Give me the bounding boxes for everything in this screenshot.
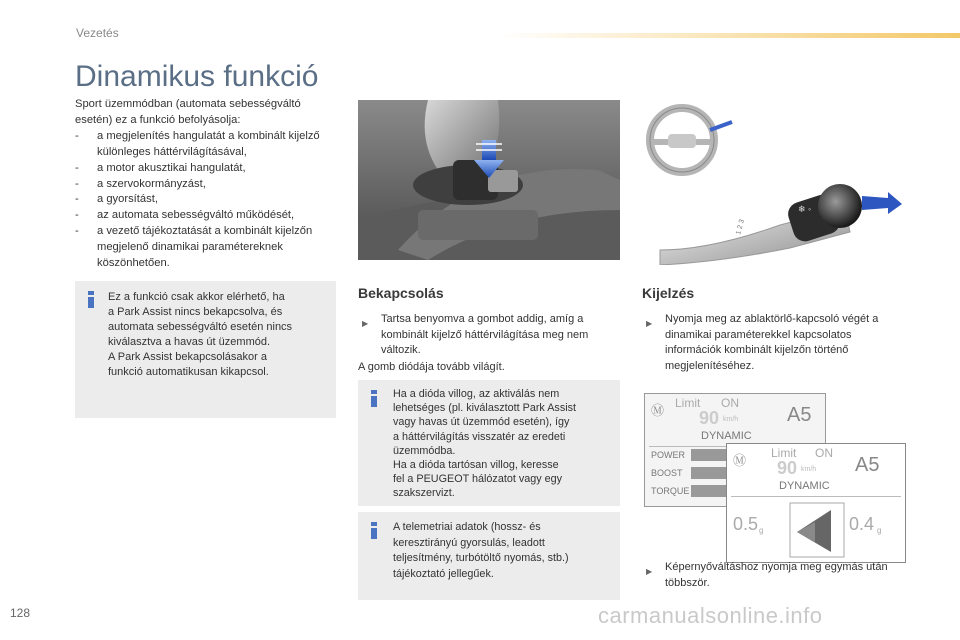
divider [731, 496, 901, 497]
intro-text [75, 97, 340, 272]
activation-heading: Bekapcsolás [358, 285, 444, 301]
on-label: ON [815, 446, 833, 460]
activation-after: A gomb diódája tovább világít. [358, 361, 505, 373]
speed-value: 90 [777, 458, 798, 478]
page-number: 128 [10, 606, 31, 620]
steering-wheel-icon [650, 108, 732, 172]
telemetry-note-text: A telemetriai adatok (hossz- és keresztirányú gyorsulás, leadott teljesítmény, turbótöltő nyomás, stb.) tájékoztató jellegűek. [393, 521, 569, 580]
section-label: Vezetés [76, 26, 119, 40]
intro-lead: Sport üzemmódban (automata sebességváltó esetén) ez a funkció befolyásolja: [75, 98, 301, 126]
watermark: carmanualsonline.info [598, 603, 823, 628]
display-heading: Kijelzés [642, 285, 695, 301]
svg-text:❄ ◦: ❄ ◦ [798, 204, 812, 214]
intro-list [75, 129, 340, 272]
info-icon [371, 522, 377, 539]
display-step-1 [642, 312, 904, 374]
on-label: ON [721, 396, 739, 410]
svg-text:1 2 3: 1 2 3 [735, 218, 746, 236]
list-item: - a vezető tájékoztatását a kombinált kijelzőn megjelenő dinamikai paramétereknek köszönhetően. [75, 224, 340, 272]
wiper-stalk-illustration [640, 100, 902, 265]
park-assist-note-text: Ez a funkció csak akkor elérhető, ha a Park Assist nincs bekapcsolva, és automata sebességváltó esetén nincs kiválasztva a havas út üzemmód. A Park Assist bekapcsolásakor a funkció automatikusan kikapcsol. [108, 291, 293, 378]
torque-bar [691, 485, 731, 497]
torque-label: TORQUE [651, 486, 690, 496]
diode-note-text: Ha a dióda villog, az aktiválás nem lehetséges (pl. kiválasztott Park Assist vagy havas út üzemmód esetén), így a háttérvilágítás visszatér az eredeti üzemmódba. Ha a dióda tartósan villog, keresse fel a PEUGEOT hálózatot vagy egy szakszervizt. [393, 388, 577, 500]
speed-unit: km/h [723, 416, 739, 423]
gear-selector-photo [358, 100, 620, 260]
speed-limiter-icon: Ⓜ [651, 403, 665, 418]
boost-label: BOOST [651, 468, 683, 478]
display-step-2 [642, 560, 904, 591]
list-item: - a megjelenítés hangulatát a kombinált kijelző különleges háttérvilágításával, [75, 129, 340, 161]
lateral-accel-left: 0.5 [733, 514, 759, 534]
info-icon [371, 390, 377, 407]
press-arrow-icon [862, 192, 902, 214]
step-marker-icon: ▶ [362, 319, 369, 328]
park-assist-note [75, 281, 336, 418]
display-step-2-text: Képernyőváltáshoz nyomja meg egymás után többször. [665, 561, 888, 589]
power-bar [691, 449, 731, 461]
limit-label: Limit [771, 446, 797, 460]
accel-unit: g [877, 526, 882, 535]
page-title: Dinamikus funkció [75, 60, 319, 93]
accel-unit: g [759, 526, 764, 535]
header-accent-line [500, 33, 960, 38]
speed-limiter-icon: Ⓜ [733, 453, 747, 468]
mode-label: DYNAMIC [779, 480, 830, 492]
boost-bar [691, 467, 731, 479]
list-item: - a gyorsítást, [75, 192, 340, 208]
speed-value: 90 [699, 408, 720, 428]
diode-note [358, 380, 620, 506]
activation-step [358, 312, 620, 359]
telemetry-note [358, 512, 620, 600]
power-label: POWER [651, 450, 686, 460]
step-marker-icon: ▶ [646, 567, 653, 576]
info-icon [88, 291, 94, 308]
activation-step-text: Tartsa benyomva a gombot addig, amíg a kombinált kijelző háttérvilágítása meg nem változik. [381, 313, 589, 356]
list-item: - az automata sebességváltó működését, [75, 208, 340, 224]
gear-value: A5 [855, 454, 880, 476]
step-marker-icon: ▶ [646, 319, 653, 328]
speed-unit: km/h [801, 466, 817, 473]
list-item: - a szervokormányzást, [75, 177, 340, 193]
limit-label: Limit [675, 396, 701, 410]
dashboard-screen-front [726, 443, 906, 563]
mode-label: DYNAMIC [701, 430, 752, 442]
dashboard-screens [644, 393, 906, 563]
g-meter-icon [789, 502, 845, 558]
list-item: - a motor akusztikai hangulatát, [75, 161, 340, 177]
lateral-accel-right: 0.4 [849, 514, 875, 534]
display-step-1-text: Nyomja meg az ablaktörlő-kapcsoló végét a dinamikai paraméterekkel kapcsolatos információk kombinált kijelzőn történő megjelenítéséhez. [665, 313, 879, 372]
gear-value: A5 [787, 404, 812, 426]
